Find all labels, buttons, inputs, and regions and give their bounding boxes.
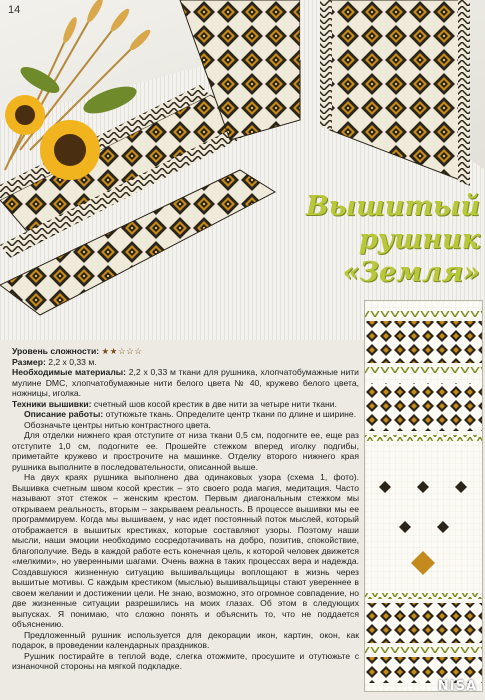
technique-value: счетный шов косой крестик в две нити за четыре нити ткани. bbox=[91, 398, 337, 409]
towel-photo bbox=[0, 0, 485, 340]
technique-row bbox=[12, 399, 359, 410]
difficulty-label: Уровень сложности: bbox=[12, 346, 100, 356]
work-label: Описание работы: bbox=[24, 409, 104, 419]
paragraph-2: Для отделки нижнего края отступите от низа ткани 0,5 см, подогните ее, еще раз отступите 1,0 см, подогните ее. Прошейте стежком вперед иголку подгибы, приметайте кружево и прострочите на машинке. Отделку второго нижнего края рушника выполните в последовательности, описанной выше. bbox=[12, 430, 359, 472]
materials-label: Необходимые материалы: bbox=[12, 367, 126, 377]
page-title bbox=[300, 190, 480, 289]
embroidery-scheme bbox=[364, 300, 483, 692]
page-number: 14 bbox=[8, 4, 21, 16]
work-value: отутюжьте ткань. Определите центр ткани по длине и ширине. bbox=[103, 409, 357, 419]
difficulty-row bbox=[12, 346, 359, 357]
paragraph-1: Обозначьте центры нитью контрастного цвета. bbox=[24, 419, 211, 430]
materials-row bbox=[12, 367, 359, 399]
size-row bbox=[12, 357, 359, 368]
embroidered-towel-illustration bbox=[0, 0, 485, 340]
title-line-2: рушник bbox=[358, 224, 480, 255]
work-paragraph bbox=[12, 409, 359, 420]
paragraph-5: Рушник постирайте в теплой воде, слегка отожмите, просушите и отутюжьте с изнаночной стороны на мягкой подкладке. bbox=[12, 650, 359, 671]
scheme-pattern bbox=[365, 301, 482, 691]
article-body bbox=[12, 346, 359, 672]
technique-label: Техники вышивки: bbox=[12, 398, 92, 409]
paragraph-4: Предложенный рушник используется для декорации икон, картин, окон, как подарок, в проведении календарных праздников. bbox=[12, 629, 359, 650]
materials-value: 2,2 x 0,33 м ткани для рушника, хлопчатобумажные нити мулине DMC, хлопчатобумажные нити белого цвета № 40, кружево белого цвета, ножницы, иголка. bbox=[12, 367, 359, 398]
publisher-logo: NISA bbox=[437, 679, 477, 694]
title-line-1: Вышитый bbox=[305, 191, 480, 222]
paragraph-3: На двух краях рушника выполнено два одинаковых узора (схема 1, фото). Вышивка счетным швом косой крестик – это своего рода магия, медитация. Часто называют этот стежок – женским крестом. Первым диагональным стежком мы открываем реальность, вторым – закрываем реальность. В процессе вышивки мы ее программируем. Когда мы вышиваем, у нас идет постоянный поток мыслей, который отображается в вышитых крестиках, которые составляют узоры. Поэтому наши мысли, наши эмоции необходимо сосредотачивать на добро, позитив, спокойствие, благополучие. Ведь в каждой работе есть конечная цель, к которой человек движется «мелкими», но уверенными шагами. Очень важна в таких процессах вера и надежда. Создавшуюся жизненную ситуацию вышивальщицы воплощают в жизнь через вышитые мотивы. С каждым крестиком (мыслью) вышивальщицы стают увереннее в своем желании и достижении цели. Не знаю, возможно, это огромное совпадение, но две жизненные ситуации разрешились на моих глазах. Об этом в следующих выпусках. Я понимаю, что сложно понять и объяснить то, что не поддается объяснению. bbox=[12, 472, 359, 629]
size-value: 2,2 x 0,33 м. bbox=[45, 356, 97, 367]
difficulty-stars: ★★☆☆☆ bbox=[101, 346, 143, 356]
title-line-3: «Земля» bbox=[342, 257, 480, 288]
size-label: Размер: bbox=[12, 356, 46, 367]
